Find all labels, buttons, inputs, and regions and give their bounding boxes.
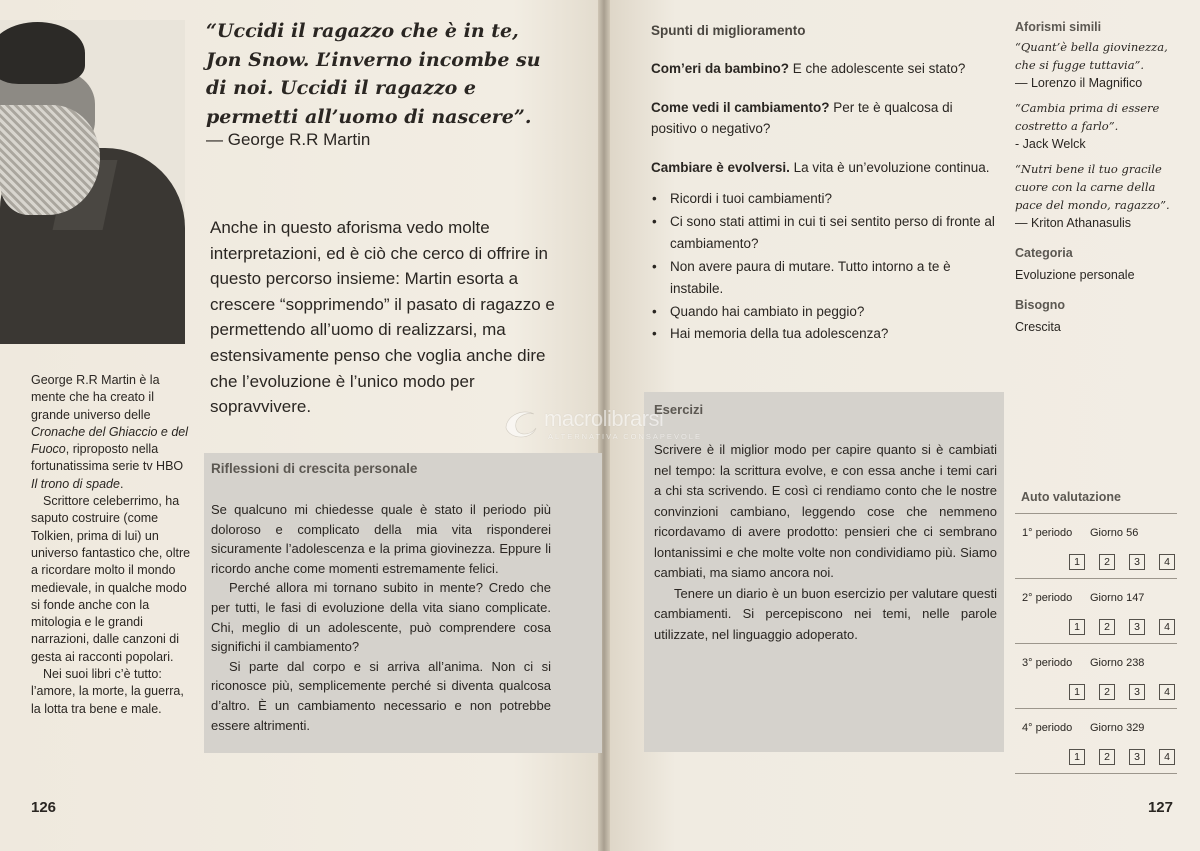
improvement-title: Spunti di miglioramento: [651, 23, 806, 38]
rating-checkbox[interactable]: 3: [1129, 554, 1145, 570]
reflection-box: [204, 453, 602, 753]
rating-checkbox[interactable]: 2: [1099, 619, 1115, 635]
rating-checkbox[interactable]: 2: [1099, 684, 1115, 700]
bio-paragraph: Nei suoi libri c’è tutto: l’amore, la morte, la guerra, la lotta tra bene e male.: [31, 667, 184, 716]
period-row: [1015, 579, 1177, 644]
period-row: [1015, 644, 1177, 709]
exercises-paragraph: Scrivere è il miglior modo per capire quanto si è cambiati nel tempo: la scrittura evolve, e con essa anche i temi cari a chi sta scrivendo. E così ci rendiamo conto che le nostre convinzioni cambiano, leggendo cose che nemmeno ricordavamo di avere prodotto: pensieri che ci sembrano lontanissimi e che molte volte non condividiamo più. Siamo cambiati, ma siamo ancora noi.: [654, 442, 997, 580]
question-1: Com’eri da bambino? E che adolescente sei stato?: [651, 61, 966, 76]
category-title: Categoria: [1015, 246, 1073, 260]
category-section: [1015, 244, 1180, 284]
bullet-item: • Non avere paura di mutare. Tutto intorno a te è instabile.: [651, 256, 1001, 301]
need-value: Crescita: [1015, 320, 1061, 334]
aphorism-item: [1015, 99, 1180, 153]
period-day: Giorno 56: [1090, 527, 1139, 539]
rating-checkbox[interactable]: 4: [1159, 619, 1175, 635]
bullet-item: • Hai memoria della tua adolescenza?: [651, 323, 1001, 346]
bio-paragraph: George R.R Martin è la mente che ha creato il grande universo delle Cronache del Ghiaccio e del Fuoco, riproposto nella fortunatissima serie tv HBO Il trono di spade.: [31, 373, 189, 491]
reflection-box-text: [211, 500, 551, 735]
category-value: Evoluzione personale: [1015, 268, 1135, 282]
aphorism-author: - Jack Welck: [1015, 137, 1086, 151]
main-quote: “Uccidi il ragazzo che è in te, Jon Snow. L’inverno incombe su di noi. Uccidi il ragazzo e permetti all’uomo di nascere”.: [206, 20, 541, 128]
watermark-brand: macrolibrarsi: [544, 406, 664, 431]
similar-aphorisms-title: Aforismi simili: [1015, 20, 1102, 34]
rating-checkbox[interactable]: 2: [1099, 554, 1115, 570]
period-row: [1015, 514, 1177, 579]
rating-boxes: [1069, 619, 1175, 635]
rating-checkbox[interactable]: 4: [1159, 554, 1175, 570]
period-label: 3° periodo: [1022, 657, 1073, 669]
aphorism-quote: “Nutri bene il tuo gracile cuore con la carne della pace del mondo, ragazzo”.: [1015, 162, 1170, 212]
period-label: 2° periodo: [1022, 592, 1073, 604]
rating-checkbox[interactable]: 3: [1129, 749, 1145, 765]
rating-checkbox[interactable]: 3: [1129, 684, 1145, 700]
question-3: Cambiare è evolversi. La vita è un’evoluzione continua.: [651, 160, 990, 175]
aphorism-item: [1015, 160, 1180, 232]
need-title: Bisogno: [1015, 298, 1065, 312]
exercises-paragraph: Tenere un diario è un buon esercizio per valutare questi cambiamenti. Si percepiscono nei temi, nelle parole utilizzate, nel linguaggio adoperato.: [654, 585, 997, 642]
aphorism-author: — Kriton Athanasulis: [1015, 216, 1132, 230]
exercises-box: [644, 392, 1004, 752]
reflection-paragraph: Perché allora mi tornano subito in mente? Credo che per tutti, le fasi di evoluzione della vita siano complicate. Chi, meglio di un adolescente, può comprendere cosa significhi il cambiamento?: [211, 580, 551, 655]
exercises-text: [654, 440, 997, 645]
period-label: 1° periodo: [1022, 527, 1073, 539]
period-row: [1015, 709, 1177, 774]
rating-checkbox[interactable]: 4: [1159, 684, 1175, 700]
swirl-logo-icon: [502, 406, 542, 442]
bullet-item: • Ricordi i tuoi cambiamenti?: [651, 188, 1001, 211]
rating-checkbox[interactable]: 3: [1129, 619, 1145, 635]
reflection-paragraph: Se qualcuno mi chiedesse quale è stato il periodo più doloroso e complicato della mia vita risponderei sicuramente l’adolescenza e la prima giovinezza. Eppure li ricordo anche come momenti estremamente felici.: [211, 502, 551, 576]
rating-checkbox[interactable]: 2: [1099, 749, 1115, 765]
aphorism-item: [1015, 38, 1180, 92]
bullet-item: • Quando hai cambiato in peggio?: [651, 301, 1001, 324]
quote-author: — George R.R Martin: [206, 130, 371, 149]
period-label: 4° periodo: [1022, 722, 1073, 734]
rating-boxes: [1069, 684, 1175, 700]
page-number-right: 127: [1147, 799, 1173, 816]
rating-checkbox[interactable]: 4: [1159, 749, 1175, 765]
intro-paragraph: Anche in questo aforisma vedo molte interpretazioni, ed è ciò che cerco di offrire in questo percorso insieme: Martin esorta a crescere “sopprimendo” il pasato di ragazzo e permettendo all’uomo di realizzarsi, ma estensivamente penso che voglia anche dire che l’evoluzione è l’unico modo per sopravvivere.: [210, 218, 555, 417]
period-day: Giorno 238: [1090, 657, 1145, 669]
rating-boxes: [1069, 749, 1175, 765]
bullet-item: • Ci sono stati attimi in cui ti sei sentito perso di fronte al cambiamento?: [651, 211, 1001, 256]
need-section: [1015, 296, 1180, 336]
aphorism-author: — Lorenzo il Magnifico: [1015, 76, 1143, 90]
exercises-title: Esercizi: [654, 402, 704, 417]
rating-checkbox[interactable]: 1: [1069, 684, 1085, 700]
rating-checkbox[interactable]: 1: [1069, 554, 1085, 570]
reflection-box-title: Riflessioni di crescita personale: [211, 461, 418, 476]
aphorism-quote: “Cambia prima di essere costretto a farlo”.: [1015, 101, 1160, 133]
watermark-logo: [502, 402, 712, 446]
page-number-left: 126: [31, 799, 57, 816]
rating-checkbox[interactable]: 1: [1069, 749, 1085, 765]
author-bio: [31, 372, 191, 718]
author-portrait: [0, 20, 185, 344]
aphorism-quote: “Quant’è bella giovinezza, che si fugge tuttavia”.: [1015, 40, 1168, 72]
rating-checkbox[interactable]: 1: [1069, 619, 1085, 635]
self-evaluation-title: Auto valutazione: [1015, 490, 1177, 514]
right-sidebar: [1015, 18, 1180, 336]
self-evaluation: [1015, 490, 1177, 774]
improvement-section: [651, 20, 1001, 346]
bio-paragraph: Scrittore celeberrimo, ha saputo costruire (come Tolkien, prima di lui) un universo fantastico che, oltre a ricordare molto il mondo medievale, in qualche modo si fonde anche con la mitologia e le grandi narrazioni, dalle canzoni di gesta ai racconti popolari.: [31, 494, 191, 664]
period-day: Giorno 329: [1090, 722, 1145, 734]
rating-boxes: [1069, 554, 1175, 570]
period-day: Giorno 147: [1090, 592, 1145, 604]
reflection-paragraph: Si parte dal corpo e si arriva all’anima. Non ci si riconosce più, semplicemente perché si diventa qualcosa d’altro. È un cambiamento necessario e non potrebbe essere altrimenti.: [211, 658, 551, 733]
watermark-tagline: ALTERNATIVA CONSAPEVOLE: [548, 432, 702, 441]
bullet-list: [651, 188, 1001, 346]
question-2: Come vedi il cambiamento? Per te è qualcosa di positivo o negativo?: [651, 100, 953, 136]
